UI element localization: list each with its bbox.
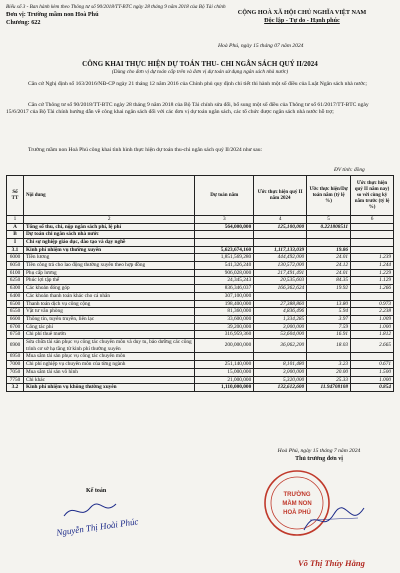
cell-stt: I [7,238,24,246]
cell-estimate: 5,623,674,160 [195,246,254,254]
cell-stt: 6250 [7,277,24,285]
cell-stt: 3.2 [7,384,24,392]
cell-stt: 6050 [7,262,24,270]
cell-q-cmp: 1.239 [351,254,394,262]
cell-stt: 6300 [7,285,24,293]
cell-q-est: 166,362,624 [254,285,307,293]
column-number: 4 [254,216,307,224]
head-of-unit-title: Thủ trưởng đơn vị [295,456,343,462]
cell-estimate [195,231,254,239]
cell-content: Kinh phí nhiệm vụ không thường xuyên [23,384,194,392]
cell-q-est [254,231,307,239]
cell-content: Tổng số thu, chi, nộp ngân sách phí, lệ phí [23,223,194,231]
cell-q-est: 3,000,000 [254,368,307,376]
cell-q-est: 1,117,133,039 [254,246,307,254]
table-row [7,269,394,277]
cell-estimate: 1,110,000,000 [195,384,254,392]
cell-estimate: 564,000,000 [195,223,254,231]
cell-content: Các khoản đóng góp [23,285,194,293]
cell-content: Thanh toán dịch vụ công cộng [23,300,194,308]
cell-content: Phụ cấp lương [23,269,194,277]
cell-stt: 6550 [7,308,24,316]
cell-stt: 6100 [7,269,24,277]
cell-q-est: 130,572,000 [254,262,307,270]
cell-estimate: 33,600,000 [195,315,254,323]
cell-q-cmp: 0.671 [351,361,394,369]
cell-q-pct: 19.92 [307,285,351,293]
cell-q-pct: 7.59 [307,323,351,331]
cell-q-pct: 24.12 [307,262,351,270]
chapter-label: Chương: 622 [6,19,41,26]
header-left [6,4,226,27]
cell-q-cmp: 1.229 [351,269,394,277]
cell-q-pct: 20.00 [307,368,351,376]
cell-q-cmp: 1.000 [351,376,394,384]
cell-q-cmp: 1.129 [351,277,394,285]
cell-estimate: 316,959,360 [195,331,254,339]
cell-q-cmp [351,231,394,239]
cell-q-pct: 3.23 [307,361,351,369]
cell-q-cmp: 1.009 [351,315,394,323]
table-row [7,323,394,331]
table-row [7,384,394,392]
column-number-row [7,216,394,224]
cell-q-pct [307,292,351,300]
cell-content: Dự toán chi ngân sách nhà nước [23,231,194,239]
cell-stt: 6400 [7,292,24,300]
cell-estimate: 200,000,000 [195,339,254,353]
cell-stt: 6950 [7,353,24,361]
cell-estimate: 307,100,000 [195,292,254,300]
header-quarter-estimate: Ước thực hiện quý II năm 2024 [254,176,307,216]
table-row [7,331,394,339]
cell-q-cmp: 2.238 [351,308,394,316]
table-row [7,339,394,353]
table-row [7,277,394,285]
cell-q-cmp: 1.500 [351,368,394,376]
unit-label: Đơn vị: Trường mầm non Hoà Phú [6,11,99,18]
cell-estimate [195,238,254,246]
cell-q-pct [307,353,351,361]
table-row [7,238,394,246]
cell-content: Mua sắm tài sản vô hình [23,368,194,376]
country-name: CỘNG HOÀ XÃ HỘI CHỦ NGHĨA VIỆT NAM [237,9,367,16]
cell-content: Các khoản thanh toán khác cho cá nhân [23,292,194,300]
table-row [7,254,394,262]
cell-stt: 7000 [7,361,24,369]
budget-table [6,175,394,392]
director-signature [300,500,370,540]
cell-content: Chi phí thuê mướn [23,331,194,339]
cell-q-cmp [351,223,394,231]
table-row [7,361,394,369]
cell-q-est: 132,612,600 [254,384,307,392]
cell-content: Chi sự nghiệp giáo dục, đào tạo và dạy nghề [23,238,194,246]
cell-q-pct: 25.33 [307,376,351,384]
paragraph-legal-basis-1: Căn cứ Nghị định số 163/2016/NĐ-CP ngày 21 tháng 12 năm 2016 của Chính phủ quy định chi tiết thi hành một số điều của Luật Ngân sách nhà nước; [28,81,367,87]
table-row [7,353,394,361]
cell-estimate: 24,345,243 [195,277,254,285]
header-stt: Số TT [7,176,24,216]
header-right [212,9,392,25]
cell-q-est: 36,062,200 [254,339,307,353]
cell-q-est: 217,491,491 [254,269,307,277]
cell-q-cmp [351,292,394,300]
cell-stt: 3.1 [7,246,24,254]
cell-stt: 6000 [7,254,24,262]
paragraph-intro: Trường mầm non Hoà Phú công khai tình hình thực hiện dự toán thu-chi ngân sách quý II/2024 như sau: [28,147,263,153]
paragraph-legal-basis-2: Căn cứ Thông tư số 90/2018/TT-BTC ngày 28 tháng 9 năm 2018 của Bộ Tài chính sửa đổi, bổ sung một số điều của Thông tư số 61/2017/TT-BTC ngày 15/6/2017 của Bộ Tài chính hướng dẫn về công khai ngân sách đối với các đơn vị dự toán ngân sách, các tổ chức được ngân sách nhà nước hỗ trợ; [6,102,369,116]
footer-place-date: Hoà Phú, ngày 15 tháng 7 năm 2024 [277,448,361,454]
stamp-line: TRƯỜNG [283,492,311,498]
cell-estimate: 1,851,569,280 [195,254,254,262]
cell-q-est [254,238,307,246]
cell-stt: B [7,231,24,239]
cell-q-est [254,353,307,361]
cell-content: Chi phí nghiệp vụ chuyên môn của từng ngành [23,361,194,369]
cell-q-cmp [351,238,394,246]
cell-content: Sửa chữa tài sản phục vụ công tác chuyên môn và duy tu, bảo dưỡng các công trình cơ sở hạ tầng từ kinh phí thường xuyên [23,339,194,353]
stamp-line: HOÀ PHÚ [283,510,311,516]
cell-q-pct: 3.97 [307,315,351,323]
document-subtitle: (Dùng cho đơn vị dự toán cấp trên và đơn vị dự toán sử dụng ngân sách nhà nước) [111,69,289,75]
stamp-line: MẦM NON [282,501,312,507]
table-row [7,223,394,231]
table-row [7,315,394,323]
cell-q-cmp: 2.665 [351,339,394,353]
cell-q-cmp: 1.812 [351,331,394,339]
cell-q-pct: 16.91 [307,331,351,339]
cell-q-cmp: 0.854 [351,384,394,392]
accountant-signature [60,500,120,522]
cell-q-est: 125,100,000 [254,223,307,231]
cell-estimate: 15,000,000 [195,368,254,376]
cell-q-est: 1,334,285 [254,315,307,323]
signature-block [244,448,394,462]
form-note: Biểu số 3 - Ban hành kèm theo Thông tư số 90/2018/TT-BTC ngày 28 tháng 9 năm 2018 của Bộ Tài chính [6,4,226,10]
cell-q-pct: 0.221808511 [307,223,351,231]
cell-estimate: 541,326,240 [195,262,254,270]
cell-content: Phúc lợi tập thể [23,277,194,285]
cell-content: Công tác phí [23,323,194,331]
column-number: 2 [23,216,194,224]
cell-q-pct: 24.01 [307,254,351,262]
cell-estimate: 81,360,000 [195,308,254,316]
table-row [7,262,394,270]
cell-content: Tiền công trả cho lao động thường xuyên theo hợp đồng [23,262,194,270]
currency-unit-note: ĐV tính: đồng [334,167,365,173]
table-row [7,246,394,254]
cell-q-est: 8,101,480 [254,361,307,369]
cell-q-pct: 19.86 [307,246,351,254]
document-title: CÔNG KHAI THỰC HIỆN DỰ TOÁN THU- CHI NGÂN SÁCH QUÝ II/2024 [82,60,318,68]
cell-stt: 6700 [7,323,24,331]
table-header-row [7,176,394,216]
cell-estimate [195,353,254,361]
cell-stt: 7750 [7,376,24,384]
director-name: Võ Thị Thúy Hằng [298,558,365,568]
cell-content: Chi khác [23,376,194,384]
table-row [7,308,394,316]
cell-content: Vật tư văn phòng [23,308,194,316]
cell-estimate: 251,140,000 [195,361,254,369]
header-place-date: Hoà Phú, ngày 15 tháng 07 năm 2024 [218,43,304,49]
cell-content: Thông tin, tuyên truyền, liên lạc [23,315,194,323]
cell-stt: 7050 [7,368,24,376]
cell-q-cmp: 1.244 [351,262,394,270]
cell-stt: A [7,223,24,231]
cell-q-est: 4,836,496 [254,308,307,316]
table-body [7,223,394,391]
cell-q-cmp: 1.000 [351,323,394,331]
cell-content: Kinh phí nhiệm vụ thường xuyên [23,246,194,254]
cell-q-pct: 18.03 [307,339,351,353]
table-row [7,285,394,293]
table-row [7,376,394,384]
cell-estimate: 21,000,000 [195,376,254,384]
cell-q-pct: 11.94708108 [307,384,351,392]
cell-q-pct: 13.80 [307,300,351,308]
cell-q-pct: 84.35 [307,277,351,285]
table-row [7,231,394,239]
column-number: 6 [351,216,394,224]
header-quarter-percent: Ước thực hiện/Dự toán năm (tỷ lệ %) [307,176,351,216]
column-number: 3 [195,216,254,224]
cell-q-pct [307,231,351,239]
accountant-title: Kế toán [86,488,107,494]
cell-stt: 6500 [7,300,24,308]
cell-content: Mua sắm tài sản phục vụ công tác chuyên môn [23,353,194,361]
cell-q-est: 27,388,860 [254,300,307,308]
cell-estimate: 836,346,037 [195,285,254,293]
cell-q-pct: 24.01 [307,269,351,277]
cell-q-est: 53,604,000 [254,331,307,339]
table-row [7,368,394,376]
cell-q-cmp: 0.973 [351,300,394,308]
cell-stt: 6750 [7,331,24,339]
table-row [7,300,394,308]
cell-stt: 6600 [7,315,24,323]
cell-estimate: 198,400,000 [195,300,254,308]
cell-q-est [254,292,307,300]
cell-q-est: 20,535,603 [254,277,307,285]
header-content: Nội dung [23,176,194,216]
cell-q-est: 3,000,000 [254,323,307,331]
cell-q-est: 444,492,000 [254,254,307,262]
cell-q-pct: 5.94 [307,308,351,316]
cell-estimate: 39,200,000 [195,323,254,331]
cell-content: Tiền lương [23,254,194,262]
cell-stt: 6900 [7,339,24,353]
cell-estimate: 906,028,000 [195,269,254,277]
national-motto: Độc lập - Tự do - Hạnh phúc [264,17,340,24]
header-quarter-compare: Ước thực hiện quý II năm nay) so với cùng kỳ năm trước (tỷ lệ %) [351,176,394,216]
cell-q-cmp [351,246,394,254]
accountant-signature-name: Nguyễn Thị Hoài Phúc [55,516,140,538]
cell-q-est: 5,320,000 [254,376,307,384]
header-estimate: Dự toán năm [195,176,254,216]
cell-q-pct [307,238,351,246]
cell-q-cmp: 1.266 [351,285,394,293]
table-row [7,292,394,300]
column-number: 1 [7,216,24,224]
column-number: 5 [307,216,351,224]
cell-q-cmp [351,353,394,361]
